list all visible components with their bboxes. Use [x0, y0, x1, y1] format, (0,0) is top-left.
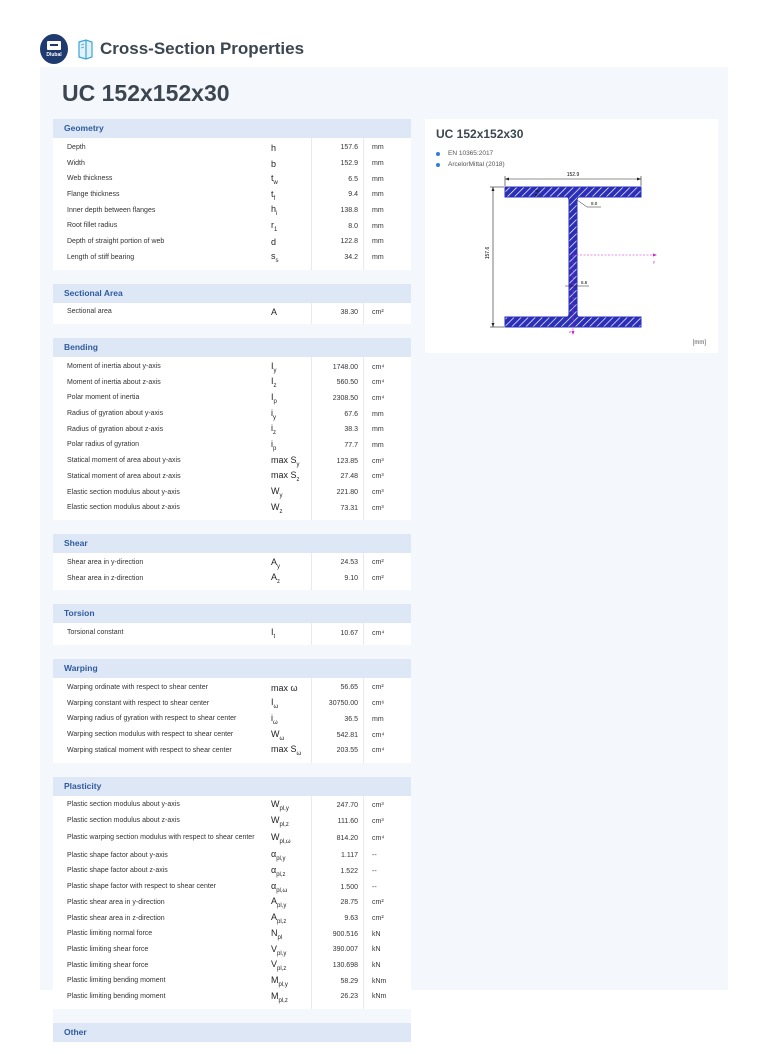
property-symbol: $i_y$	[271, 407, 276, 421]
unit-note: [mm]	[692, 340, 706, 346]
property-value: 6.5	[348, 175, 358, 183]
property-unit: kNm	[372, 977, 387, 985]
section-body	[53, 796, 411, 1009]
table-row	[53, 829, 411, 848]
property-unit: mm	[372, 254, 384, 262]
property-description: Polar moment of inertia	[67, 394, 140, 402]
property-unit: cm³	[372, 489, 384, 497]
property-unit: cm⁴	[372, 394, 385, 402]
property-description: Warping radius of gyration with respect to shear center	[67, 715, 237, 723]
property-unit: mm	[372, 222, 384, 230]
property-description: Radius of gyration about y-axis	[67, 410, 164, 418]
property-symbol: $r_1$	[271, 219, 278, 233]
property-symbol: $A_{pl,y}$	[271, 896, 287, 910]
table-row	[53, 625, 411, 641]
section-body	[53, 303, 411, 325]
property-unit: cm²	[372, 684, 384, 692]
section-header: Plasticity	[53, 777, 411, 796]
table-row	[53, 156, 411, 172]
property-symbol: $A_{pl,z}$	[271, 912, 287, 925]
table-row	[53, 171, 411, 187]
property-symbol: max ω	[271, 682, 298, 693]
property-symbol: $t_f$	[271, 188, 276, 202]
section-gap	[53, 324, 411, 338]
section-body	[53, 678, 411, 762]
property-description: Warping ordinate with respect to shear center	[67, 683, 208, 691]
book-icon	[76, 39, 94, 59]
property-description: Depth	[67, 143, 86, 151]
property-symbol: $M_{pl,z}$	[271, 990, 288, 1004]
list-item: ArcelorMittal (2018)	[436, 159, 505, 170]
property-value: 130.698	[332, 962, 358, 970]
table-row	[53, 864, 411, 880]
property-value: 38.3	[344, 426, 358, 434]
section-body	[53, 1042, 411, 1054]
table-row	[53, 391, 411, 407]
property-symbol: $A_z$	[271, 572, 281, 585]
property-value: 111.60	[337, 817, 358, 825]
property-description: Plastic limiting normal force	[67, 930, 153, 938]
property-symbol: d	[271, 236, 277, 247]
table-row	[53, 942, 411, 958]
property-value: 26.23	[340, 993, 358, 1001]
property-value: 247.70	[336, 801, 358, 809]
section-body	[53, 623, 411, 645]
property-value: 9.4	[348, 191, 358, 199]
property-symbol: $W_z$	[271, 501, 283, 515]
property-unit: cm³	[372, 801, 384, 809]
section-header: Geometry	[53, 119, 411, 138]
property-value: 9.10	[344, 575, 358, 583]
property-unit: mm	[372, 715, 384, 723]
properties-table	[53, 119, 411, 1054]
property-description: Plastic limiting bending moment	[67, 992, 166, 1000]
table-row	[53, 140, 411, 156]
property-unit: cm²	[372, 308, 384, 316]
table-row	[53, 743, 411, 759]
property-value: 1.522	[340, 867, 358, 875]
property-value: 56.65	[340, 684, 358, 692]
property-description: Inner depth between flanges	[67, 206, 156, 214]
property-symbol: $i_p$	[271, 439, 277, 452]
property-value: 38.30	[340, 308, 358, 316]
property-unit: cm²	[372, 559, 384, 567]
property-unit: mm	[372, 175, 384, 183]
table-row	[53, 187, 411, 203]
property-unit: cm²	[372, 915, 384, 923]
property-description: Plastic section modulus about y-axis	[67, 801, 180, 809]
property-symbol: $i_\omega$	[271, 712, 278, 726]
table-row	[53, 879, 411, 895]
table-row	[53, 727, 411, 743]
table-row	[53, 680, 411, 696]
app-title: Cross-Section Properties	[100, 39, 305, 58]
property-unit: mm	[372, 426, 384, 434]
property-description: Depth of straight portion of web	[67, 237, 165, 245]
property-unit: kNm	[372, 993, 387, 1001]
property-symbol: $V_{pl,z}$	[271, 959, 287, 972]
property-unit: cm⁴	[372, 747, 385, 755]
section-header: Other	[53, 1023, 411, 1042]
property-description: Length of stiff bearing	[67, 253, 135, 261]
list-item: EN 10365:2017	[436, 148, 505, 159]
property-symbol: b	[271, 158, 277, 169]
property-description: Plastic shape factor about y-axis	[67, 851, 168, 859]
table-row	[53, 438, 411, 454]
property-symbol: $I_z$	[271, 376, 277, 390]
property-unit: cm³	[372, 504, 384, 512]
property-value: 24.53	[340, 559, 358, 567]
section-body	[53, 553, 411, 590]
property-value: 2308.50	[332, 394, 358, 402]
table-row	[53, 375, 411, 391]
table-row	[53, 926, 411, 942]
property-unit: mm	[372, 238, 384, 246]
property-unit: cm⁶	[372, 700, 385, 708]
property-symbol: $V_{pl,y}$	[271, 943, 287, 957]
table-row	[53, 798, 411, 814]
property-unit: cm⁴	[372, 834, 385, 842]
cross-section-diagram	[473, 167, 673, 342]
property-unit: mm	[372, 191, 384, 199]
property-unit: mm	[372, 160, 384, 168]
property-description: Moment of inertia about y-axis	[67, 363, 161, 371]
property-symbol: $N_{pl}$	[271, 927, 283, 941]
property-symbol: $\max S_\omega$	[271, 744, 302, 758]
depth-label: 157.6	[485, 246, 491, 260]
page-title: UC 152x152x30	[62, 80, 230, 106]
property-description: Plastic warping section modulus with respect to shear center	[67, 834, 255, 842]
property-description: Radius of gyration about z-axis	[67, 425, 164, 433]
table-row	[53, 422, 411, 438]
property-description: Plastic limiting shear force	[67, 961, 149, 969]
property-description: Statical moment of area about z-axis	[67, 472, 181, 480]
section-body	[53, 138, 411, 270]
property-description: Width	[67, 159, 85, 167]
property-value: 67.6	[344, 410, 358, 418]
property-unit: --	[372, 867, 377, 875]
section-preview-card	[425, 119, 718, 353]
property-unit: cm⁴	[372, 379, 385, 387]
property-value: 542.81	[336, 731, 358, 739]
property-description: Plastic shear area in y-direction	[67, 898, 165, 906]
property-description: Warping section modulus with respect to shear center	[67, 731, 234, 739]
property-description: Plastic shape factor with respect to shear center	[67, 883, 217, 891]
property-value: 1.500	[340, 883, 358, 891]
property-description: Plastic limiting bending moment	[67, 977, 166, 985]
property-unit: mm	[372, 207, 384, 215]
property-description: Plastic limiting shear force	[67, 945, 149, 953]
property-unit: kN	[372, 946, 381, 954]
property-unit: mm	[372, 410, 384, 418]
property-unit: cm³	[372, 817, 384, 825]
section-header: Warping	[53, 659, 411, 678]
table-row	[53, 696, 411, 712]
property-symbol: $\max S_z$	[271, 470, 300, 484]
section-header: Shear	[53, 534, 411, 553]
property-value: 900.516	[332, 930, 358, 938]
property-description: Plastic shear area in z-direction	[67, 914, 165, 922]
property-description: Shear area in y-direction	[67, 558, 144, 566]
section-gap	[53, 270, 411, 284]
property-symbol: $M_{pl,y}$	[271, 974, 288, 988]
property-symbol: $\alpha_{pl,\omega}$	[271, 880, 288, 894]
property-description: Moment of inertia about z-axis	[67, 378, 161, 386]
property-symbol: $W_{pl,z}$	[271, 814, 289, 828]
bullet-icon	[436, 152, 440, 156]
property-value: 560.50	[336, 379, 358, 387]
property-description: Plastic section modulus about z-axis	[67, 817, 180, 825]
property-description: Warping constant with respect to shear center	[67, 699, 210, 707]
property-symbol: $I_t$	[271, 626, 276, 640]
property-value: 36.5	[344, 715, 358, 723]
property-symbol: $W_{pl,\omega}$	[271, 832, 291, 845]
property-symbol: $W_{pl,y}$	[271, 799, 289, 812]
property-symbol: $I_\omega$	[271, 697, 279, 711]
property-symbol: $I_p$	[271, 392, 277, 405]
property-value: 152.9	[340, 160, 358, 168]
property-value: 390.007	[332, 946, 358, 954]
property-value: 122.8	[340, 238, 358, 246]
section-gap	[53, 1009, 411, 1023]
property-value: 34.2	[344, 254, 358, 262]
z-axis-label: z	[569, 329, 571, 334]
property-value: 1748.00	[332, 363, 358, 371]
property-value: 1.117	[341, 852, 358, 860]
property-unit: cm²	[372, 899, 384, 907]
property-value: 814.20	[336, 834, 358, 842]
property-symbol: $s_s$	[271, 251, 279, 265]
table-row	[53, 958, 411, 974]
web-label: 6.5	[581, 280, 588, 285]
section-header: Torsion	[53, 604, 411, 623]
property-unit: cm²	[372, 575, 384, 583]
section-gap	[53, 520, 411, 534]
table-row	[53, 989, 411, 1005]
table-row	[53, 571, 411, 587]
bullet-icon	[436, 163, 440, 167]
property-value: 9.63	[344, 915, 358, 923]
property-value: 77.7	[344, 441, 358, 449]
table-row	[53, 895, 411, 911]
dlubal-logo: Dlubal	[40, 34, 68, 64]
table-row	[53, 218, 411, 234]
property-unit: mm	[372, 144, 384, 152]
property-symbol: $I_y$	[271, 360, 277, 374]
property-symbol: $t_w$	[271, 172, 278, 186]
property-symbol: $\max S_y$	[271, 454, 300, 468]
property-unit: cm³	[372, 457, 384, 465]
property-symbol: $\alpha_{pl,z}$	[271, 865, 286, 878]
table-row	[53, 973, 411, 989]
table-row	[53, 406, 411, 422]
property-symbol: $W_\omega$	[271, 728, 285, 742]
fillet-label: 8.0	[591, 201, 598, 206]
property-description: Shear area in z-direction	[67, 574, 144, 582]
section-header: Bending	[53, 338, 411, 357]
property-value: 10.67	[340, 629, 358, 637]
property-unit: --	[372, 883, 377, 891]
property-symbol: $i_z$	[271, 423, 276, 437]
section-gap	[53, 763, 411, 777]
width-label: 152.9	[566, 172, 580, 178]
property-description: Elastic section modulus about y-axis	[67, 488, 180, 496]
property-value: 203.55	[336, 747, 358, 755]
property-description: Flange thickness	[67, 190, 120, 198]
property-symbol: $h_i$	[271, 204, 278, 217]
section-gap	[53, 645, 411, 659]
section-body	[53, 357, 411, 520]
property-value: 73.31	[340, 504, 358, 512]
table-row	[53, 203, 411, 219]
table-row	[53, 555, 411, 571]
property-value: 138.8	[340, 207, 358, 215]
property-description: Root fillet radius	[67, 222, 118, 230]
table-row	[53, 359, 411, 375]
table-row	[53, 469, 411, 485]
table-row	[53, 712, 411, 728]
section-header: Sectional Area	[53, 284, 411, 303]
table-row	[53, 305, 411, 321]
property-description: Plastic shape factor about z-axis	[67, 867, 168, 875]
property-unit: kN	[372, 930, 381, 938]
app-header	[40, 32, 304, 66]
table-row	[53, 234, 411, 250]
property-symbol: h	[271, 142, 277, 153]
property-description: Elastic section modulus about z-axis	[67, 504, 180, 512]
property-value: 123.85	[336, 457, 358, 465]
property-value: 27.48	[340, 473, 358, 481]
property-description: Polar radius of gyration	[67, 441, 139, 449]
property-value: 30750.00	[328, 700, 358, 708]
property-symbol: A	[271, 307, 278, 318]
flange-label: 9.4	[534, 189, 539, 197]
property-description: Statical moment of area about y-axis	[67, 457, 181, 465]
table-row	[53, 485, 411, 501]
property-symbol: $\alpha_{pl,y}$	[271, 849, 286, 863]
property-value: 28.75	[340, 899, 358, 907]
y-axis-label: y	[653, 259, 655, 264]
table-row	[53, 848, 411, 864]
property-description: Sectional area	[67, 308, 112, 316]
property-unit: kN	[372, 962, 381, 970]
property-value: 157.6	[340, 144, 358, 152]
table-row	[53, 911, 411, 927]
property-unit: cm⁴	[372, 629, 385, 637]
property-symbol: $W_y$	[271, 486, 283, 499]
property-description: Warping statical moment with respect to shear center	[67, 746, 232, 754]
table-row	[53, 250, 411, 266]
property-value: 221.80	[336, 489, 358, 497]
property-description: Web thickness	[67, 175, 113, 183]
property-description: Torsional constant	[67, 629, 124, 637]
table-row	[53, 500, 411, 516]
property-unit: cm⁴	[372, 731, 385, 739]
property-unit: --	[372, 852, 377, 860]
property-unit: cm⁴	[372, 363, 385, 371]
table-row	[53, 453, 411, 469]
property-symbol: $A_y$	[271, 556, 281, 570]
property-unit: mm	[372, 441, 384, 449]
property-unit: cm³	[372, 473, 384, 481]
property-value: 58.29	[340, 977, 358, 985]
section-gap	[53, 590, 411, 604]
table-row	[53, 813, 411, 829]
property-value: 8.0	[348, 222, 358, 230]
card-title: UC 152x152x30	[436, 127, 524, 141]
